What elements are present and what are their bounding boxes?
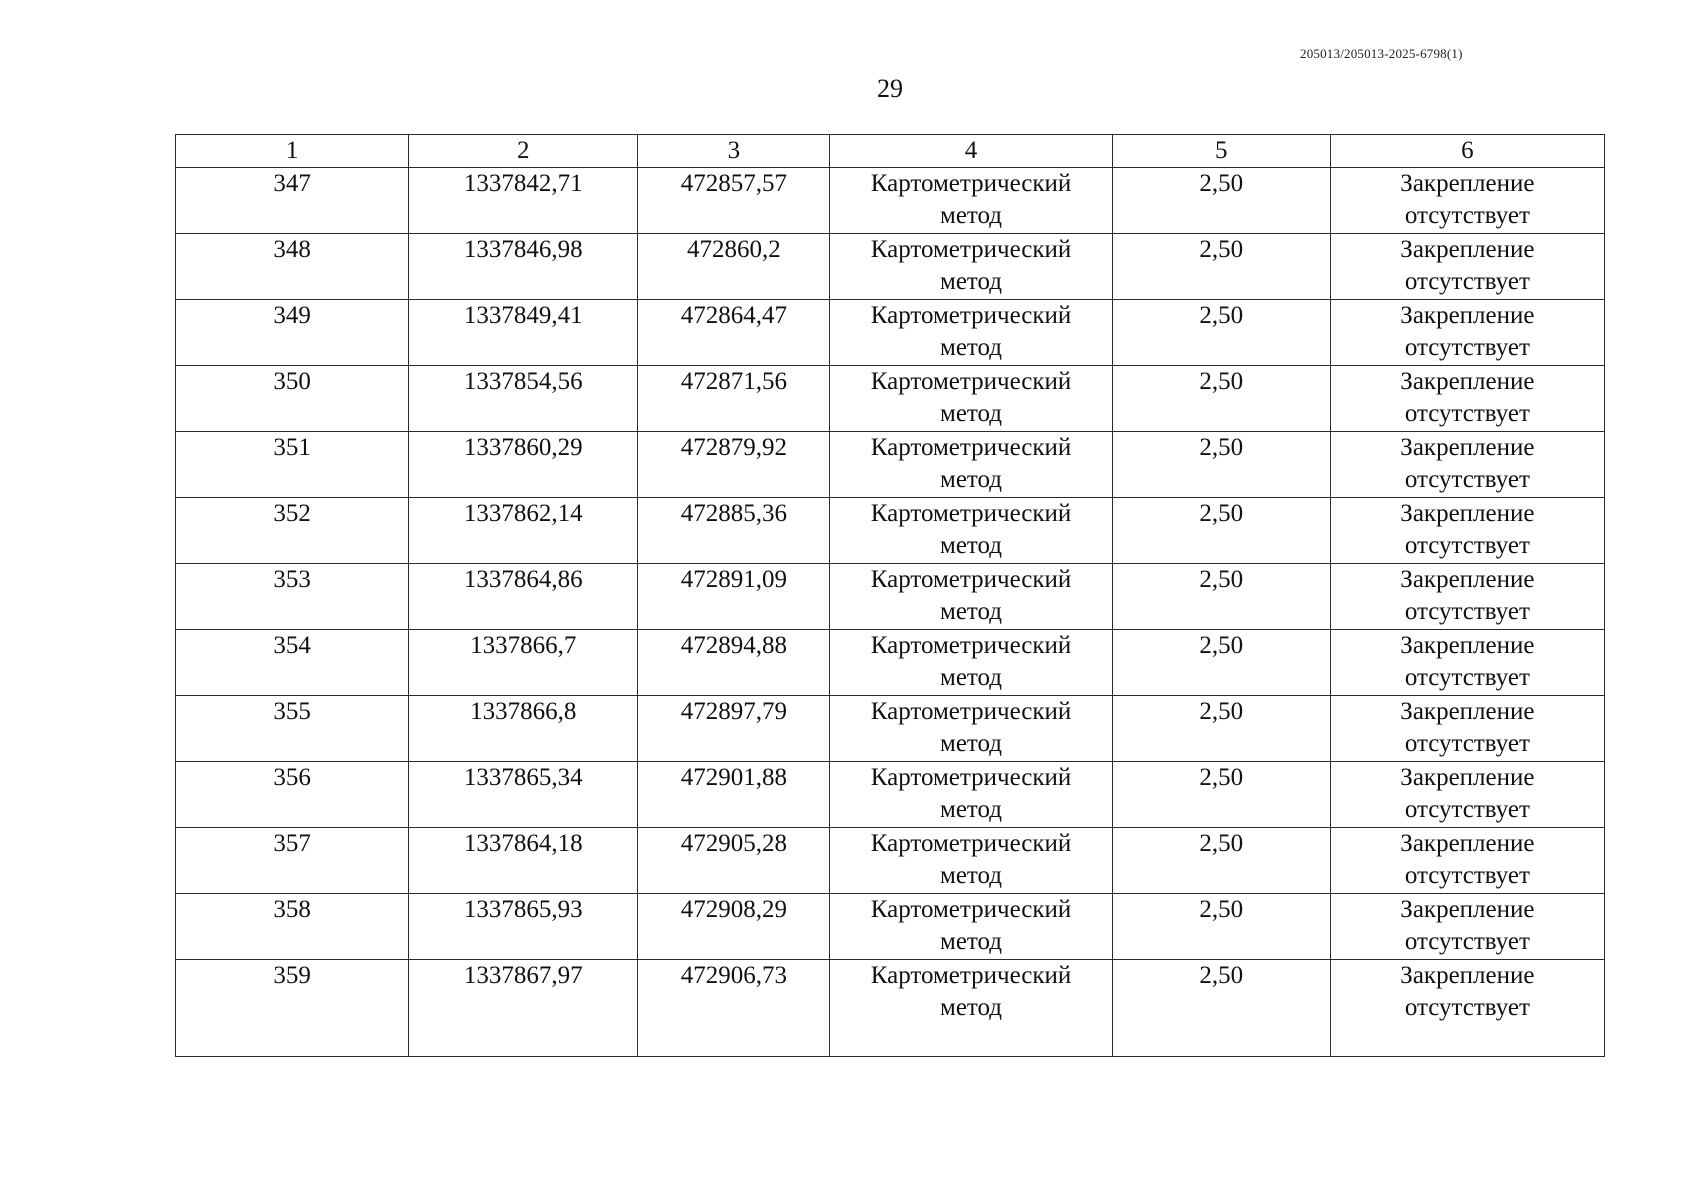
x-coordinate-cell: 1337862,14 xyxy=(409,498,638,564)
accuracy-cell: 2,50 xyxy=(1112,894,1330,960)
table-header xyxy=(176,135,1605,168)
method-cell xyxy=(830,564,1112,630)
y-coordinate-cell: 472897,79 xyxy=(638,696,830,762)
method-text: метод xyxy=(940,466,1003,493)
method-text: метод xyxy=(940,730,1003,757)
method-cell xyxy=(830,762,1112,828)
fixation-text: отсутствует xyxy=(1404,202,1530,229)
fixation-text: Закрепление xyxy=(1400,962,1535,989)
y-coordinate-cell: 472857,57 xyxy=(638,168,830,234)
coordinates-table xyxy=(175,134,1605,1057)
y-coordinate-cell: 472901,88 xyxy=(638,762,830,828)
fixation-cell xyxy=(1330,234,1604,300)
x-coordinate-cell: 1337866,8 xyxy=(409,696,638,762)
method-text: метод xyxy=(940,862,1003,889)
fixation-cell xyxy=(1330,894,1604,960)
table-row xyxy=(176,696,1605,762)
method-text: Картометрический xyxy=(870,170,1072,197)
method-cell xyxy=(830,696,1112,762)
fixation-cell xyxy=(1330,168,1604,234)
method-text: Картометрический xyxy=(870,830,1072,857)
fixation-text: Закрепление xyxy=(1400,896,1535,923)
method-text: Картометрический xyxy=(870,368,1072,395)
method-cell xyxy=(830,498,1112,564)
accuracy-cell: 2,50 xyxy=(1112,234,1330,300)
method-cell xyxy=(830,234,1112,300)
fixation-text: отсутствует xyxy=(1404,664,1530,691)
accuracy-cell: 2,50 xyxy=(1112,828,1330,894)
page-number: 29 xyxy=(877,74,903,103)
point-number-cell: 351 xyxy=(176,432,409,498)
column-header-4: 4 xyxy=(830,135,1112,168)
x-coordinate-cell: 1337865,93 xyxy=(409,894,638,960)
method-text: Картометрический xyxy=(870,896,1072,923)
method-text: метод xyxy=(940,994,1003,1021)
fixation-text: отсутствует xyxy=(1404,268,1530,295)
fixation-text: Закрепление xyxy=(1400,236,1535,263)
y-coordinate-cell: 472864,47 xyxy=(638,300,830,366)
fixation-text: Закрепление xyxy=(1400,698,1535,725)
table-row xyxy=(176,894,1605,960)
fixation-text: отсутствует xyxy=(1404,466,1530,493)
method-text: метод xyxy=(940,664,1003,691)
accuracy-cell: 2,50 xyxy=(1112,300,1330,366)
point-number-cell: 358 xyxy=(176,894,409,960)
method-text: метод xyxy=(940,334,1003,361)
x-coordinate-cell: 1337854,56 xyxy=(409,366,638,432)
table-row xyxy=(176,498,1605,564)
y-coordinate-cell: 472879,92 xyxy=(638,432,830,498)
y-coordinate-cell: 472860,2 xyxy=(638,234,830,300)
column-header-1: 1 xyxy=(176,135,409,168)
point-number-cell: 357 xyxy=(176,828,409,894)
fixation-text: отсутствует xyxy=(1404,598,1530,625)
x-coordinate-cell: 1337846,98 xyxy=(409,234,638,300)
fixation-cell xyxy=(1330,432,1604,498)
accuracy-cell: 2,50 xyxy=(1112,630,1330,696)
fixation-text: отсутствует xyxy=(1404,334,1530,361)
x-coordinate-cell: 1337867,97 xyxy=(409,960,638,1057)
fixation-cell xyxy=(1330,564,1604,630)
fixation-text: Закрепление xyxy=(1400,302,1535,329)
table-row xyxy=(176,762,1605,828)
fixation-text: отсутствует xyxy=(1404,532,1530,559)
point-number-cell: 356 xyxy=(176,762,409,828)
method-text: Картометрический xyxy=(870,962,1072,989)
point-number-cell: 350 xyxy=(176,366,409,432)
fixation-cell xyxy=(1330,696,1604,762)
y-coordinate-cell: 472894,88 xyxy=(638,630,830,696)
fixation-text: Закрепление xyxy=(1400,368,1535,395)
point-number-cell: 352 xyxy=(176,498,409,564)
fixation-text: Закрепление xyxy=(1400,566,1535,593)
table-row xyxy=(176,432,1605,498)
column-header-2: 2 xyxy=(409,135,638,168)
table-row xyxy=(176,828,1605,894)
column-header-3: 3 xyxy=(638,135,830,168)
fixation-cell xyxy=(1330,366,1604,432)
accuracy-cell: 2,50 xyxy=(1112,762,1330,828)
method-text: Картометрический xyxy=(870,764,1072,791)
method-text: метод xyxy=(940,598,1003,625)
accuracy-cell: 2,50 xyxy=(1112,432,1330,498)
point-number-cell: 347 xyxy=(176,168,409,234)
point-number-cell: 349 xyxy=(176,300,409,366)
fixation-text: отсутствует xyxy=(1404,796,1530,823)
fixation-cell xyxy=(1330,828,1604,894)
accuracy-cell: 2,50 xyxy=(1112,498,1330,564)
fixation-text: отсутствует xyxy=(1404,928,1530,955)
method-cell xyxy=(830,894,1112,960)
table-row xyxy=(176,630,1605,696)
fixation-text: отсутствует xyxy=(1404,400,1530,427)
fixation-text: Закрепление xyxy=(1400,632,1535,659)
x-coordinate-cell: 1337864,86 xyxy=(409,564,638,630)
x-coordinate-cell: 1337866,7 xyxy=(409,630,638,696)
fixation-cell xyxy=(1330,762,1604,828)
table-row xyxy=(176,564,1605,630)
table-row xyxy=(176,366,1605,432)
method-text: Картометрический xyxy=(870,566,1072,593)
method-cell xyxy=(830,828,1112,894)
fixation-cell xyxy=(1330,960,1604,1057)
y-coordinate-cell: 472906,73 xyxy=(638,960,830,1057)
method-cell xyxy=(830,168,1112,234)
fixation-text: Закрепление xyxy=(1400,764,1535,791)
method-text: Картометрический xyxy=(870,698,1072,725)
table-row xyxy=(176,960,1605,1057)
column-header-6: 6 xyxy=(1330,135,1604,168)
method-text: метод xyxy=(940,400,1003,427)
point-number-cell: 353 xyxy=(176,564,409,630)
fixation-text: Закрепление xyxy=(1400,830,1535,857)
x-coordinate-cell: 1337865,34 xyxy=(409,762,638,828)
x-coordinate-cell: 1337864,18 xyxy=(409,828,638,894)
x-coordinate-cell: 1337849,41 xyxy=(409,300,638,366)
method-text: Картометрический xyxy=(870,500,1072,527)
method-text: метод xyxy=(940,202,1003,229)
accuracy-cell: 2,50 xyxy=(1112,366,1330,432)
fixation-text: Закрепление xyxy=(1400,434,1535,461)
point-number-cell: 348 xyxy=(176,234,409,300)
y-coordinate-cell: 472885,36 xyxy=(638,498,830,564)
method-text: метод xyxy=(940,268,1003,295)
y-coordinate-cell: 472908,29 xyxy=(638,894,830,960)
method-text: Картометрический xyxy=(870,434,1072,461)
point-number-cell: 354 xyxy=(176,630,409,696)
accuracy-cell: 2,50 xyxy=(1112,168,1330,234)
method-text: Картометрический xyxy=(870,236,1072,263)
accuracy-cell: 2,50 xyxy=(1112,564,1330,630)
table-body xyxy=(176,168,1605,1057)
method-cell xyxy=(830,960,1112,1057)
accuracy-cell: 2,50 xyxy=(1112,960,1330,1057)
document-id: 205013/205013-2025-6798(1) xyxy=(1300,46,1463,61)
y-coordinate-cell: 472905,28 xyxy=(638,828,830,894)
x-coordinate-cell: 1337842,71 xyxy=(409,168,638,234)
method-text: метод xyxy=(940,532,1003,559)
column-header-5: 5 xyxy=(1112,135,1330,168)
fixation-cell xyxy=(1330,300,1604,366)
table-row xyxy=(176,234,1605,300)
fixation-cell xyxy=(1330,630,1604,696)
method-text: Картометрический xyxy=(870,632,1072,659)
fixation-text: отсутствует xyxy=(1404,994,1530,1021)
fixation-text: Закрепление xyxy=(1400,170,1535,197)
point-number-cell: 355 xyxy=(176,696,409,762)
method-cell xyxy=(830,366,1112,432)
method-cell xyxy=(830,300,1112,366)
fixation-text: отсутствует xyxy=(1404,862,1530,889)
table-row xyxy=(176,168,1605,234)
y-coordinate-cell: 472891,09 xyxy=(638,564,830,630)
y-coordinate-cell: 472871,56 xyxy=(638,366,830,432)
fixation-text: отсутствует xyxy=(1404,730,1530,757)
method-cell xyxy=(830,630,1112,696)
x-coordinate-cell: 1337860,29 xyxy=(409,432,638,498)
point-number-cell: 359 xyxy=(176,960,409,1057)
method-cell xyxy=(830,432,1112,498)
method-text: Картометрический xyxy=(870,302,1072,329)
table-row xyxy=(176,300,1605,366)
fixation-cell xyxy=(1330,498,1604,564)
header-row xyxy=(176,135,1605,168)
accuracy-cell: 2,50 xyxy=(1112,696,1330,762)
method-text: метод xyxy=(940,796,1003,823)
method-text: метод xyxy=(940,928,1003,955)
fixation-text: Закрепление xyxy=(1400,500,1535,527)
